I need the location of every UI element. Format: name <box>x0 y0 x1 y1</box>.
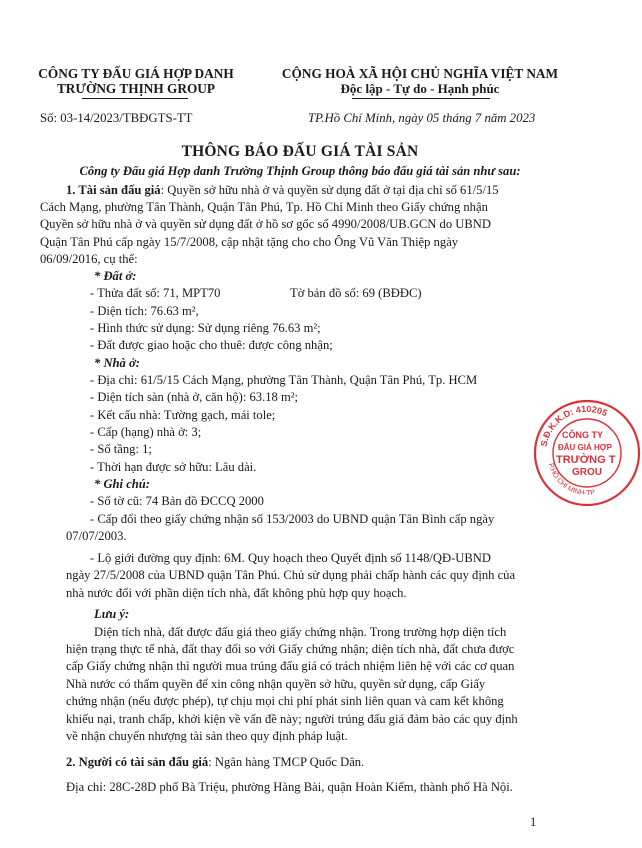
stamp-outer-ring <box>535 401 639 505</box>
stamp-line2: ĐẤU GIÁ HỢP <box>558 443 612 452</box>
land-area: - Diện tích: 76.63 m², <box>90 304 199 318</box>
house-heading: * Nhà ở: <box>94 356 140 370</box>
section1-first-line <box>66 182 499 199</box>
stamp-bottom-text: P.HỒ CHÍ MINH-TP <box>546 462 596 498</box>
company-underline <box>82 98 188 99</box>
motto-underline <box>352 98 490 99</box>
land-map-sheet: Tờ bản đồ số: 69 (BĐĐC) <box>290 286 422 300</box>
section1-line: : Quyền sở hữu nhà ở và quyền sử dụng đất ở tại địa chỉ số 61/5/15 <box>160 183 499 197</box>
land-heading: * Đất ở: <box>94 269 137 283</box>
land-parcel: - Thửa đất số: 71, MPT70 <box>90 286 221 300</box>
stamp-line1: CÔNG TY <box>562 430 604 440</box>
company-name-line1: CÔNG TY ĐẤU GIÁ HỢP DANH <box>38 66 234 81</box>
house-address: - Địa chỉ: 61/5/15 Cách Mạng, phường Tân Thành, Quận Tân Phú, Tp. HCM <box>90 373 478 387</box>
nation-title: CỘNG HOÀ XÃ HỘI CHỦ NGHĨA VIỆT NAM <box>281 66 559 81</box>
caution-line: khiếu nại, tranh chấp, khởi kiện về vấn đề này; người trúng đấu giá đảm bảo các quy định <box>66 712 518 726</box>
house-grade: - Cấp (hạng) nhà ở: 3; <box>90 425 202 439</box>
house-floor-area: - Diện tích sàn (nhà ở, căn hộ): 63.18 m²; <box>90 390 299 404</box>
note-reissue: - Cấp đổi theo giấy chứng nhận số 153/2003 do UBND quận Tân Bình cấp ngày <box>90 512 495 526</box>
note-reissue: 07/07/2003. <box>66 529 127 543</box>
caution-heading: Lưu ý: <box>94 607 130 621</box>
note-boundary: ngày 27/5/2008 của UBND quận Tân Phú. Chủ sử dụng phải chấp hành các quy định của <box>66 568 516 582</box>
stamp-line4: GROU <box>572 467 602 478</box>
notes-heading: * Ghi chú: <box>94 477 150 491</box>
section1-line: Cách Mạng, phường Tân Thành, Quận Tân Phú, Tp. Hồ Chí Minh theo Giấy chứng nhận <box>40 200 488 214</box>
nation-motto: Độc lập - Tự do - Hạnh phúc <box>340 81 500 96</box>
caution-line: Nhà nước có thẩm quyền để xin công nhận quyền sở hữu, quyền sử dụng, cấp Giấy <box>66 677 486 691</box>
caution-line: chứng nhận (nếu được phép), tự chịu mọi chi phí phát sinh liên quan và cam kết không <box>66 694 504 708</box>
section1-line: Quyền sở hữu nhà ở và quyền sử dụng đất ở hồ sơ gốc số 4990/2008/UB.GCN do UBND <box>40 217 491 231</box>
company-name-line2: TRƯỜNG THỊNH GROUP <box>56 81 216 96</box>
place-date: TP.Hồ Chí Minh, ngày 05 tháng 7 năm 2023 <box>308 111 536 125</box>
caution-line: hiện trạng thực tế nhà, đất thay đổi so với Giấy chứng nhận; diện tích nhà, đất chưa được <box>66 642 515 656</box>
section2-label: 2. Người có tài sản đấu giá <box>66 755 209 769</box>
section1-label: 1. Tài sản đấu giá <box>66 183 161 197</box>
stamp-line3: TRƯỜNG T <box>556 454 616 466</box>
caution-line: về nhận chuyển nhượng tài sản theo quy định pháp luật. <box>66 729 348 743</box>
page-number: 1 <box>530 815 537 829</box>
note-old-sheet: - Số tờ cũ: 74 Bản đồ ĐCCQ 2000 <box>90 494 264 508</box>
note-boundary: nhà nước đối với phần diện tích nhà, đất không phù hợp quy hoạch. <box>66 586 407 600</box>
section2-address: Địa chỉ: 28C-28D phố Bà Triệu, phường Hàng Bài, quận Hoàn Kiếm, thành phố Hà Nội. <box>66 780 513 794</box>
section1-line: 06/09/2016, cụ thể: <box>40 252 138 266</box>
intro-line: Công ty Đấu giá Hợp danh Trường Thịnh Group thông báo đấu giá tài sản như sau: <box>79 164 521 178</box>
note-boundary: - Lộ giới đường quy định: 6M. Quy hoạch theo Quyết định số 1148/QĐ-UBND <box>90 551 491 565</box>
house-floors: - Số tầng: 1; <box>90 442 152 456</box>
section2-line <box>66 754 364 771</box>
company-stamp <box>532 398 642 508</box>
section1-line: Quận Tân Phú cấp ngày 15/7/2008, cập nhật tặng cho cho Ông Vũ Văn Thiệp ngày <box>40 235 459 249</box>
land-allocation: - Đất được giao hoặc cho thuê: được công nhận; <box>90 338 333 352</box>
caution-line: Diện tích nhà, đất được đấu giá theo giấy chứng nhận. Trong trường hợp diện tích <box>94 625 507 639</box>
land-usage: - Hình thức sử dụng: Sử dụng riêng 76.63 m²; <box>90 321 321 335</box>
document-title: THÔNG BÁO ĐẤU GIÁ TÀI SẢN <box>181 143 419 160</box>
caution-line: cấp Giấy chứng nhận thì người mua trúng đấu giá có trách nhiệm liên hệ với các cơ quan <box>66 659 515 673</box>
stamp-top-text: S.Đ.K.K.D: 410205 <box>538 403 609 448</box>
house-structure: - Kết cấu nhà: Tường gạch, mái tole; <box>90 408 276 422</box>
house-term: - Thời hạn được sở hữu: Lâu dài. <box>90 460 257 474</box>
doc-number: Số: 03-14/2023/TBĐGTS-TT <box>40 111 193 125</box>
section2-value: : Ngân hàng TMCP Quốc Dân. <box>208 755 365 769</box>
